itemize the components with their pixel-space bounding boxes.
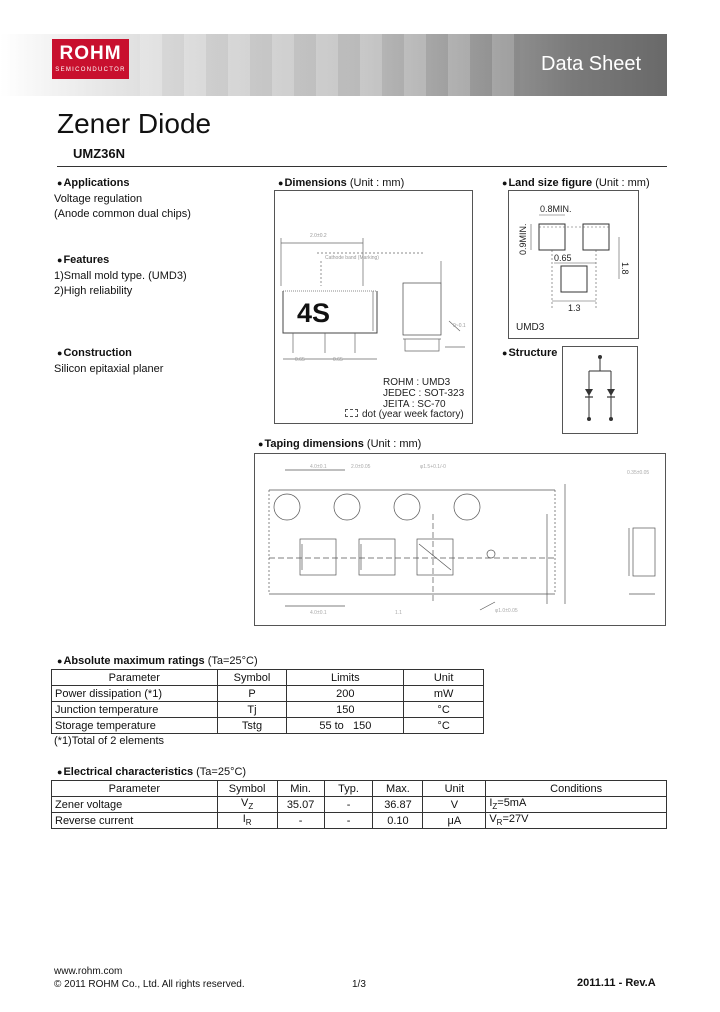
bullet-icon: ● bbox=[57, 767, 63, 777]
svg-text:φ1.0±0.05: φ1.0±0.05 bbox=[495, 608, 518, 614]
svg-text:2.0±0.05: 2.0±0.05 bbox=[351, 464, 371, 470]
electrical-heading: ●Electrical characteristics (Ta=25°C) bbox=[57, 766, 247, 778]
common-anode-node-icon bbox=[598, 355, 602, 359]
svg-text:Cathode band (Marking): Cathode band (Marking) bbox=[325, 255, 379, 261]
logo-text: ROHM bbox=[59, 43, 122, 64]
column-header: Conditions bbox=[486, 781, 667, 797]
dashed-box-icon bbox=[345, 409, 358, 417]
taping-figure bbox=[254, 453, 666, 626]
svg-text:φ1.5+0.1/-0: φ1.5+0.1/-0 bbox=[420, 464, 446, 470]
column-header: Parameter bbox=[52, 670, 218, 686]
column-header: Unit bbox=[423, 781, 486, 797]
column-header: Typ. bbox=[324, 781, 373, 797]
svg-text:1.1: 1.1 bbox=[395, 610, 402, 616]
column-header: Parameter bbox=[52, 781, 218, 797]
land-label-08min: 0.8MIN. bbox=[540, 204, 572, 214]
land-label-18: 1.8 bbox=[620, 262, 630, 275]
land-package-label: UMD3 bbox=[516, 322, 545, 333]
svg-text:2.0±0.2: 2.0±0.2 bbox=[310, 233, 327, 239]
bullet-icon: ● bbox=[278, 178, 284, 188]
title-divider bbox=[57, 166, 667, 167]
carrier-tape-drawing bbox=[255, 454, 665, 625]
svg-text:0~0.1: 0~0.1 bbox=[453, 323, 466, 329]
land-label-13: 1.3 bbox=[568, 303, 581, 313]
marking-legend: dot (year week factory) bbox=[345, 409, 464, 420]
svg-text:4.0±0.1: 4.0±0.1 bbox=[310, 610, 327, 616]
table-row: Power dissipation (*1) P 200 mW bbox=[52, 686, 484, 702]
symbol-cell: $V_Z$ bbox=[217, 797, 277, 813]
dimensions-heading: ●Dimensions (Unit : mm) bbox=[278, 177, 405, 189]
dimensions-figure bbox=[274, 190, 473, 424]
land-size-heading: ●Land size figure (Unit : mm) bbox=[502, 177, 650, 189]
abs-max-note: (*1)Total of 2 elements bbox=[54, 735, 165, 747]
column-header: Unit bbox=[404, 670, 484, 686]
svg-text:0.65: 0.65 bbox=[333, 357, 343, 363]
construction-text: Silicon epitaxial planer bbox=[54, 363, 164, 375]
package-marking: 4S bbox=[297, 298, 331, 328]
applications-heading: ●Applications bbox=[57, 177, 130, 189]
abs-max-heading: ●Absolute maximum ratings (Ta=25°C) bbox=[57, 655, 258, 667]
date-revision: 2011.11 - Rev.A bbox=[577, 977, 656, 989]
electrical-table bbox=[51, 780, 667, 829]
column-header: Symbol bbox=[217, 670, 287, 686]
doc-type-label: Data Sheet bbox=[541, 53, 642, 75]
land-label-09min: 0.9MIN. bbox=[518, 223, 528, 255]
rohm-logo bbox=[52, 39, 129, 79]
table-row: Storage temperature Tstg 55 to 150 °C bbox=[52, 718, 484, 734]
bullet-icon: ● bbox=[502, 178, 508, 188]
page-number: 1/3 bbox=[352, 979, 366, 990]
circuit-diagram bbox=[563, 347, 637, 433]
structure-heading: ●Structure bbox=[502, 347, 558, 359]
features-heading: ●Features bbox=[57, 254, 110, 266]
structure-figure bbox=[562, 346, 638, 434]
svg-text:0.65: 0.65 bbox=[295, 357, 305, 363]
table-header-row bbox=[52, 781, 667, 797]
table-header-row bbox=[52, 670, 484, 686]
header-texture bbox=[140, 34, 520, 96]
bullet-icon: ● bbox=[502, 348, 508, 358]
applications-text: Voltage regulation (Anode common dual chips) bbox=[54, 193, 191, 220]
taping-heading: ●Taping dimensions (Unit : mm) bbox=[258, 438, 422, 450]
svg-text:4.0±0.1: 4.0±0.1 bbox=[310, 464, 327, 470]
footer-copyright: © 2011 ROHM Co., Ltd. All rights reserved. bbox=[54, 979, 245, 990]
logo-subtext: SEMICONDUCTOR bbox=[55, 67, 126, 73]
land-pattern-drawing bbox=[509, 191, 638, 338]
table-row: Reverse current $I_R$ - - 0.10 μA $V_R=27V$ bbox=[52, 813, 667, 829]
package-codes: ROHM : UMD3 JEDEC : SOT-323 JEITA : SC-70 bbox=[383, 377, 465, 410]
abs-max-table bbox=[51, 669, 484, 734]
bullet-icon: ● bbox=[57, 348, 63, 358]
column-header: Symbol bbox=[217, 781, 277, 797]
land-size-figure bbox=[508, 190, 639, 339]
bullet-icon: ● bbox=[57, 656, 63, 666]
land-label-065: 0.65 bbox=[554, 253, 572, 263]
column-header: Min. bbox=[277, 781, 324, 797]
bullet-icon: ● bbox=[258, 439, 264, 449]
part-number: UMZ36N bbox=[73, 146, 126, 161]
features-text: 1)Small mold type. (UMD3) 2)High reliability bbox=[54, 270, 187, 297]
column-header: Max. bbox=[373, 781, 423, 797]
condition-cell: $V_R=27V$ bbox=[486, 813, 667, 829]
construction-heading: ●Construction bbox=[57, 347, 132, 359]
svg-text:0.35±0.05: 0.35±0.05 bbox=[627, 470, 650, 476]
page-title: Zener Diode bbox=[57, 108, 212, 139]
table-row: Zener voltage $V_Z$ 35.07 - 36.87 V $I_Z=5mA$ bbox=[52, 797, 667, 813]
column-header: Limits bbox=[287, 670, 404, 686]
symbol-cell: $I_R$ bbox=[217, 813, 277, 829]
bullet-icon: ● bbox=[57, 255, 63, 265]
condition-cell: $I_Z=5mA$ bbox=[486, 797, 667, 813]
table-row: Junction temperature Tj 150 °C bbox=[52, 702, 484, 718]
bullet-icon: ● bbox=[57, 178, 63, 188]
footer-url[interactable]: www.rohm.com bbox=[54, 966, 123, 977]
